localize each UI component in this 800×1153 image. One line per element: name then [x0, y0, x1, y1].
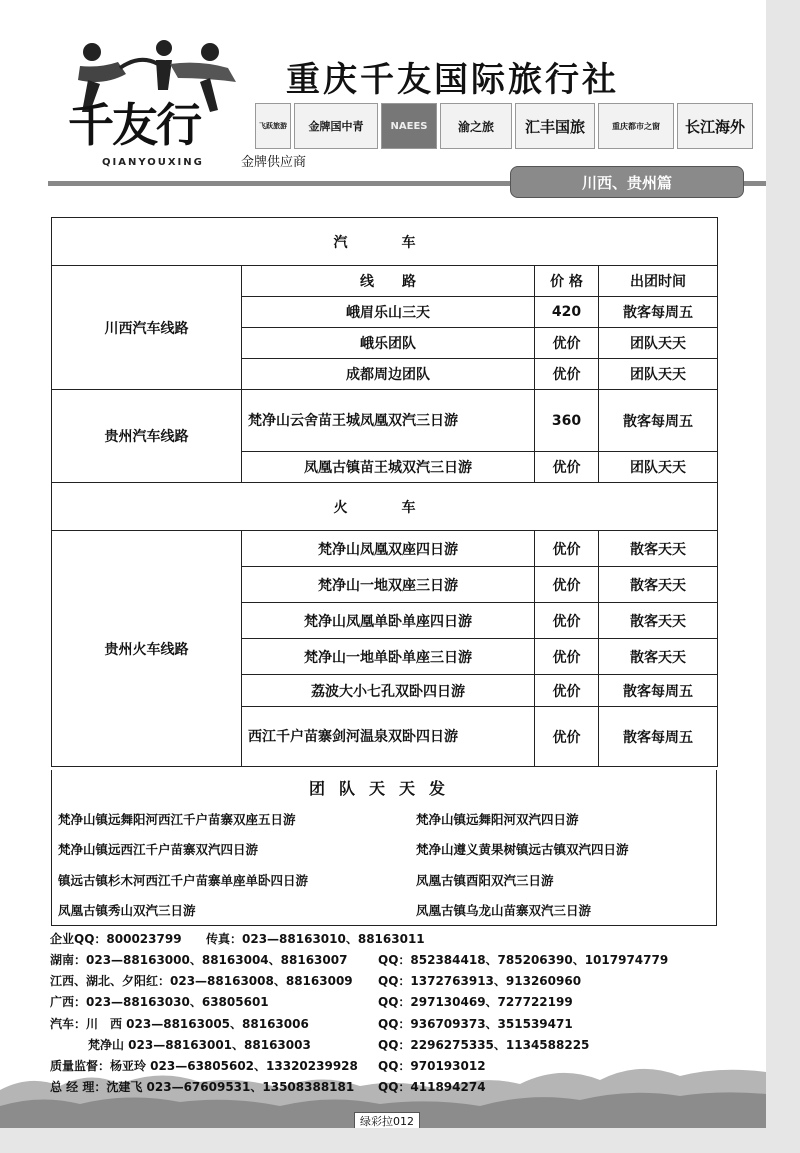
route-price: 优价: [535, 639, 599, 675]
team-title: 团队天天发: [308, 779, 459, 798]
team-route: 凤凰古镇乌龙山苗寨双汽三日游: [416, 903, 592, 918]
contact-qq: QQ：297130469、727722199: [378, 995, 573, 1009]
company-name: 重庆千友国际旅行社: [286, 60, 619, 100]
group-name: 川西汽车线路: [52, 266, 242, 390]
section-tab: 川西、贵州篇: [510, 166, 744, 198]
route-name: 西江千户苗寨剑河温泉双卧四日游: [242, 707, 535, 767]
route-name: 峨眉乐山三天: [242, 297, 535, 328]
contact-phone: 质量监督：杨亚玲 023—63805602、13320239928: [50, 1059, 358, 1073]
route-name: 峨乐团队: [242, 328, 535, 359]
contact-phone: 湖南：023—88163000、88163004、88163007: [50, 953, 348, 967]
header-departure: 出团时间: [599, 266, 718, 297]
partner-logo: 飞跃旅游: [255, 103, 291, 149]
table-row: [52, 531, 718, 567]
contact-qq: QQ：411894274: [378, 1080, 486, 1094]
logo-subtitle: QIANYOUXING: [102, 157, 204, 168]
contact-qq: QQ：936709373、351539471: [378, 1017, 573, 1031]
route-departure: 散客每周五: [599, 707, 718, 767]
header-price: 价 格: [535, 266, 599, 297]
contact-phone: 总 经 理：沈建飞 023—67609531、13508388181: [50, 1080, 355, 1094]
team-route: 梵净山镇远西江千户苗寨双汽四日游: [58, 842, 259, 857]
partner-logo: 长江海外: [677, 103, 753, 149]
route-departure: 散客每周五: [599, 390, 718, 452]
route-departure: 团队天天: [599, 359, 718, 390]
route-price: 优价: [535, 707, 599, 767]
contact-qq: QQ：1372763913、913260960: [378, 974, 582, 988]
company-qq: 企业QQ：800023799: [50, 932, 182, 946]
contact-phone: 江西、湖北、夕阳红：023—88163008、88163009: [50, 974, 353, 988]
route-name: 凤凰古镇苗王城双汽三日游: [242, 452, 535, 483]
route-price: 优价: [535, 328, 599, 359]
team-route: 凤凰古镇秀山双汽三日游: [58, 903, 196, 918]
team-route: 镇远古镇杉木河西江千户苗寨单座单卧四日游: [58, 873, 309, 888]
route-name: 梵净山凤凰单卧单座四日游: [242, 603, 535, 639]
route-price: 优价: [535, 531, 599, 567]
team-route: 梵净山遵义黄果树镇远古镇双汽四日游: [416, 842, 629, 857]
contact-qq: QQ：2296275335、1134588225: [378, 1038, 590, 1052]
route-departure: 团队天天: [599, 452, 718, 483]
contact-qq: QQ：852384418、785206390、1017974779: [378, 953, 669, 967]
contact-phone: 广西：023—88163030、63805601: [50, 995, 269, 1009]
partner-logo: 重庆都市之窗: [598, 103, 674, 149]
bus-section-title: 汽 车: [52, 218, 718, 266]
train-section-title: 火 车: [52, 483, 718, 531]
route-departure: 散客天天: [599, 531, 718, 567]
route-departure: 散客天天: [599, 567, 718, 603]
supplier-label: 金牌供应商: [241, 155, 307, 170]
logo-text: 千友行: [68, 98, 200, 152]
route-price: 优价: [535, 359, 599, 390]
route-name: 荔波大小七孔双卧四日游: [242, 675, 535, 707]
route-price: 优价: [535, 567, 599, 603]
qianyouxing-logo: [60, 38, 245, 176]
route-name: 梵净山一地单卧单座三日游: [242, 639, 535, 675]
team-route: 梵净山镇远舞阳河双汽四日游: [416, 812, 579, 827]
route-price: 优价: [535, 452, 599, 483]
contact-phone: 汽车：川 西 023—88163005、88163006: [50, 1017, 309, 1031]
route-price: 420: [535, 297, 599, 328]
partner-logos: [255, 103, 753, 149]
route-departure: 团队天天: [599, 328, 718, 359]
partner-logo: NAEES: [381, 103, 437, 149]
route-departure: 散客天天: [599, 639, 718, 675]
team-route: 梵净山镇远舞阳河西江千户苗寨双座五日游: [58, 812, 296, 827]
route-table: [51, 217, 718, 767]
route-departure: 散客每周五: [599, 297, 718, 328]
partner-logo: 金牌国中青: [294, 103, 378, 149]
contact-qq: QQ：970193012: [378, 1059, 486, 1073]
route-price: 优价: [535, 675, 599, 707]
group-name: 贵州火车线路: [52, 531, 242, 767]
partner-logo: 渝之旅: [440, 103, 512, 149]
route-name: 梵净山凤凰双座四日游: [242, 531, 535, 567]
page-label: 绿彩拉012: [354, 1112, 420, 1128]
partner-logo: 汇丰国旅: [515, 103, 595, 149]
team-route: 凤凰古镇酉阳双汽三日游: [416, 873, 554, 888]
route-departure: 散客每周五: [599, 675, 718, 707]
group-name: 贵州汽车线路: [52, 390, 242, 483]
route-price: 优价: [535, 603, 599, 639]
route-name: 梵净山云舍苗王城凤凰双汽三日游: [242, 390, 535, 452]
header-route: 线 路: [242, 266, 535, 297]
route-price: 360: [535, 390, 599, 452]
table-row: [52, 390, 718, 452]
fax-number: 传真：023—88163010、88163011: [206, 932, 425, 946]
route-name: 梵净山一地双座三日游: [242, 567, 535, 603]
route-name: 成都周边团队: [242, 359, 535, 390]
contact-phone: 梵净山 023—88163001、88163003: [88, 1038, 311, 1052]
route-departure: 散客天天: [599, 603, 718, 639]
